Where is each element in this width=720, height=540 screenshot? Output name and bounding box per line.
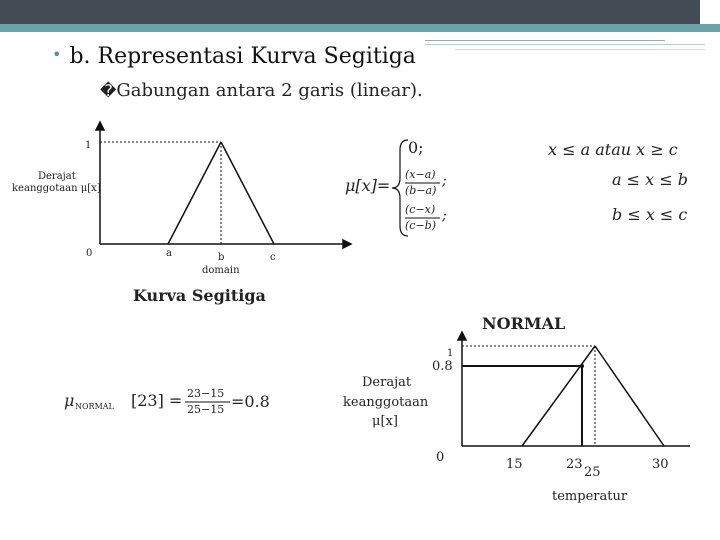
top-triangle-left <box>168 142 221 244</box>
example-mu-subscript: NORMAL <box>75 402 114 411</box>
bottom-x-15-label: 15 <box>506 457 523 472</box>
top-point-c-label: c <box>270 252 276 263</box>
bottom-y-arrow <box>458 332 466 340</box>
top-ylabel-line2: keanggotaan μ[x] <box>12 183 101 194</box>
formula-case3-num: (c−x) <box>405 203 436 216</box>
bottom-y-one-label: 1 <box>447 348 454 359</box>
top-chart-caption: Kurva Segitiga <box>133 286 266 305</box>
bottom-y-value-label: 0.8 <box>432 359 453 374</box>
example-numerator: 23−15 <box>187 387 225 400</box>
bottom-ylabel-line2: keanggotaan <box>343 395 429 410</box>
example-result: =0.8 <box>231 392 270 411</box>
top-xlabel: domain <box>202 265 240 276</box>
slide-title-text: b. Representasi Kurva Segitiga <box>69 44 416 69</box>
bottom-triangle-right <box>595 346 664 446</box>
formula-cond3: b ≤ x ≤ c <box>612 205 688 224</box>
top-y-arrow <box>96 122 104 130</box>
top-ylabel-line1: Derajat <box>38 171 76 182</box>
bottom-x-23-label: 23 <box>566 457 583 472</box>
top-triangle-right <box>221 142 274 244</box>
top-y-one-label: 1 <box>85 140 92 151</box>
bottom-x-25-label: 25 <box>584 465 601 480</box>
formula-cond2: a ≤ x ≤ b <box>612 170 688 189</box>
bottom-chart <box>458 332 690 446</box>
bottom-xlabel: temperatur <box>552 489 628 504</box>
formula-case1: 0; <box>408 138 424 157</box>
top-x-arrow <box>343 240 351 248</box>
formula-case3-den: (c−b) <box>405 219 437 232</box>
bottom-ylabel-line3: μ[x] <box>372 414 398 429</box>
slide-subtitle-text: Gabungan antara 2 garis (linear). <box>116 80 423 101</box>
formula-sep-1: ; <box>442 173 447 189</box>
top-y-zero-label: 0 <box>86 248 93 259</box>
formula-cond1: x ≤ a atau x ≥ c <box>548 140 678 159</box>
bottom-ylabel-line1: Derajat <box>362 375 412 390</box>
top-point-a-label: a <box>166 248 172 259</box>
bottom-y-zero-label: 0 <box>436 450 445 465</box>
top-point-b-label: b <box>218 252 225 263</box>
example-mu: μ <box>64 391 75 410</box>
formula-case2-den: (b−a) <box>405 184 437 197</box>
formula-case2-num: (x−a) <box>405 168 436 181</box>
bottom-x-30-label: 30 <box>652 457 669 472</box>
bottom-chart-title: NORMAL <box>482 314 566 333</box>
formula-sep-2: ; <box>442 208 447 224</box>
example-denominator: 25−15 <box>187 403 225 416</box>
top-chart <box>96 122 351 248</box>
unknown-glyph-icon: � <box>100 81 117 100</box>
bottom-marker-dot <box>580 364 584 368</box>
formula-lhs: μ[x]= <box>345 176 391 195</box>
bullet-icon: • <box>52 45 62 64</box>
example-arg: [23] = <box>131 391 183 410</box>
bottom-triangle-left <box>522 346 595 446</box>
